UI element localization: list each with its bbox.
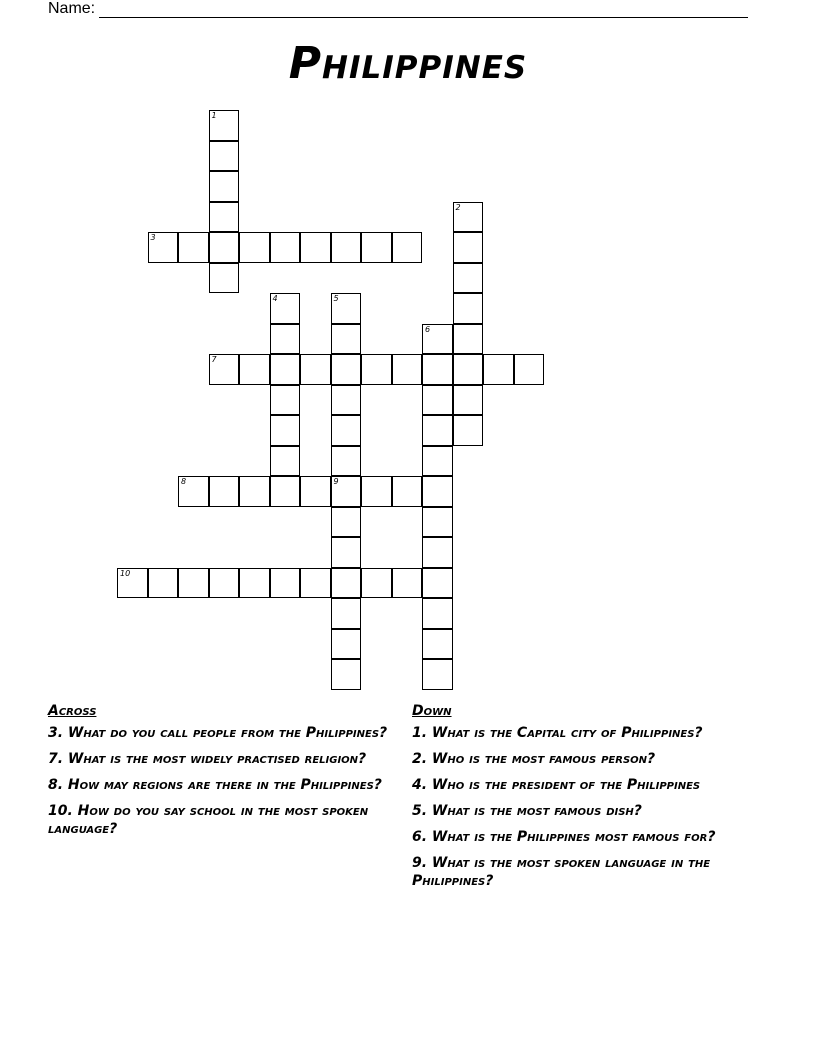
down-clue: 2. Who is the most famous person? <box>412 751 656 767</box>
crossword-cell[interactable] <box>209 354 240 385</box>
crossword-cell[interactable] <box>331 629 362 660</box>
crossword-cell[interactable] <box>270 568 301 599</box>
down-clues <box>412 702 752 898</box>
across-heading: Across <box>48 703 97 719</box>
crossword-cell[interactable] <box>331 415 362 446</box>
crossword-cell[interactable] <box>300 568 331 599</box>
crossword-cell[interactable] <box>422 385 453 416</box>
name-label: Name: <box>48 0 96 17</box>
crossword-cell[interactable] <box>422 659 453 690</box>
crossword-cell[interactable] <box>300 232 331 263</box>
crossword-cell[interactable] <box>453 202 484 233</box>
crossword-cell[interactable] <box>270 385 301 416</box>
clue-number: 6 <box>425 324 431 334</box>
crossword-cell[interactable] <box>392 568 423 599</box>
clue-number: 9 <box>333 477 339 486</box>
crossword-cell[interactable] <box>331 354 362 385</box>
crossword-cell[interactable] <box>209 232 240 263</box>
crossword-cell[interactable] <box>422 446 453 477</box>
crossword-cell[interactable] <box>453 415 484 446</box>
crossword-cell[interactable] <box>453 232 484 263</box>
crossword-cell[interactable] <box>514 354 545 385</box>
clue-number: 2 <box>455 202 461 212</box>
crossword-cell[interactable] <box>209 202 240 233</box>
crossword-cell[interactable] <box>422 476 453 507</box>
crossword-cell[interactable] <box>209 476 240 507</box>
crossword-cell[interactable] <box>422 507 453 538</box>
crossword-cell[interactable] <box>331 446 362 477</box>
down-clue: 4. Who is the president of the Philippines <box>412 777 701 793</box>
clue-number: 5 <box>333 294 339 303</box>
across-clues <box>48 702 388 846</box>
clue-number: 3 <box>150 233 156 242</box>
crossword-cell[interactable] <box>453 385 484 416</box>
crossword-cell[interactable] <box>331 232 362 263</box>
crossword-cell[interactable] <box>392 476 423 507</box>
crossword-cell[interactable] <box>361 354 392 385</box>
crossword-cell[interactable] <box>300 476 331 507</box>
crossword-cell[interactable] <box>331 324 362 355</box>
crossword-cell[interactable] <box>361 568 392 599</box>
crossword-cell[interactable] <box>239 568 270 599</box>
crossword-cell[interactable] <box>270 324 301 355</box>
crossword-cell[interactable] <box>270 446 301 477</box>
crossword-cell[interactable] <box>422 324 453 355</box>
across-clue: 10. How do you say school in the most spoken language? <box>48 803 369 837</box>
down-heading: Down <box>412 703 452 719</box>
down-clue: 6. What is the Philippines most famous for? <box>412 829 716 845</box>
crossword-cell[interactable] <box>209 110 240 141</box>
crossword-cell[interactable] <box>331 293 362 324</box>
crossword-cell[interactable] <box>453 354 484 385</box>
crossword-cell[interactable] <box>239 476 270 507</box>
crossword-cell[interactable] <box>361 232 392 263</box>
crossword-cell[interactable] <box>453 263 484 294</box>
crossword-cell[interactable] <box>300 354 331 385</box>
crossword-cell[interactable] <box>331 507 362 538</box>
crossword-cell[interactable] <box>148 568 179 599</box>
crossword-cell[interactable] <box>270 293 301 324</box>
crossword-cell[interactable] <box>178 476 209 507</box>
crossword-cell[interactable] <box>392 232 423 263</box>
crossword-cell[interactable] <box>422 568 453 599</box>
crossword-cell[interactable] <box>270 476 301 507</box>
clue-number: 4 <box>272 294 278 303</box>
crossword-cell[interactable] <box>209 568 240 599</box>
crossword-cell[interactable] <box>270 354 301 385</box>
down-clue: 1. What is the Capital city of Philippines? <box>412 725 703 741</box>
crossword-cell[interactable] <box>209 171 240 202</box>
crossword-cell[interactable] <box>209 141 240 172</box>
crossword-cell[interactable] <box>239 354 270 385</box>
crossword-cell[interactable] <box>331 476 362 507</box>
clue-number: 1 <box>211 111 217 120</box>
down-clue: 5. What is the most famous dish? <box>412 803 642 819</box>
crossword-cell[interactable] <box>270 232 301 263</box>
crossword-cell[interactable] <box>209 263 240 294</box>
crossword-cell[interactable] <box>239 232 270 263</box>
crossword-cell[interactable] <box>331 568 362 599</box>
crossword-cell[interactable] <box>453 293 484 324</box>
across-clue: 3. What do you call people from the Philippines? <box>48 725 388 741</box>
crossword-cell[interactable] <box>331 659 362 690</box>
crossword-cell[interactable] <box>422 629 453 660</box>
crossword-cell[interactable] <box>331 385 362 416</box>
crossword-cell[interactable] <box>148 232 179 263</box>
crossword-cell[interactable] <box>331 598 362 629</box>
crossword-cell[interactable] <box>453 324 484 355</box>
crossword-cell[interactable] <box>422 354 453 385</box>
across-clue: 8. How may regions are there in the Philippines? <box>48 777 382 793</box>
crossword-cell[interactable] <box>331 537 362 568</box>
clue-number: 7 <box>211 355 217 364</box>
crossword-cell[interactable] <box>178 568 209 599</box>
crossword-cell[interactable] <box>361 476 392 507</box>
crossword-cell[interactable] <box>392 354 423 385</box>
page-title: Philippines <box>288 38 528 89</box>
clue-number: 8 <box>181 477 187 486</box>
down-clue: 9. What is the most spoken language in the Philippines? <box>412 855 711 889</box>
crossword-cell[interactable] <box>422 598 453 629</box>
across-clue: 7. What is the most widely practised religion? <box>48 751 367 767</box>
crossword-cell[interactable] <box>117 568 148 599</box>
crossword-cell[interactable] <box>178 232 209 263</box>
clue-number: 10 <box>120 568 131 578</box>
crossword-cell[interactable] <box>270 415 301 446</box>
crossword-cell[interactable] <box>422 415 453 446</box>
crossword-cell[interactable] <box>422 537 453 568</box>
crossword-cell[interactable] <box>483 354 514 385</box>
